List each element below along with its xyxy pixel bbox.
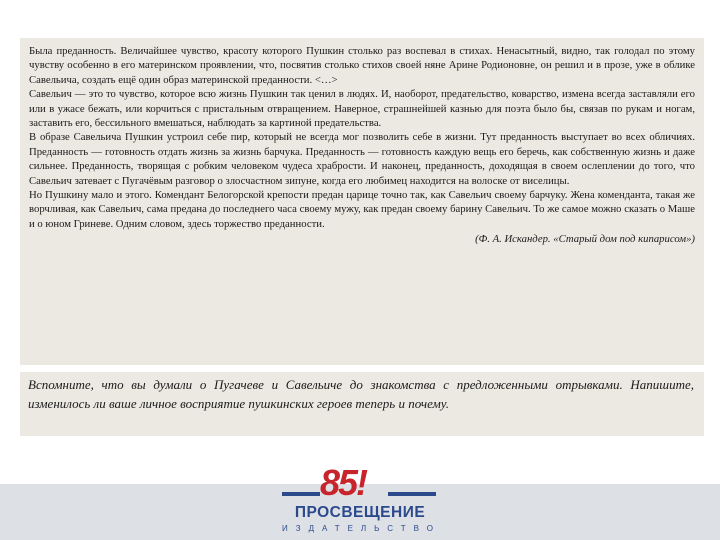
quote-paragraph-1: Была преданность. Величайшее чувство, красоту которого Пушкин столько раз воспевал в стихах. Ненасытный, видно, так голодал по этому чувству особенно в его материнском проявлении, что, посвятив столько стихов своей няне Арине Родионовне, он решил и в прозе, уже в облике Савельича, создать ещё один образ материнской преданности. <…> <box>29 45 695 86</box>
quote-paragraph-4: Но Пушкину мало и этого. Комендант Белогорской крепости предан царице точно так, как Савельич своему барчуку. Жена коменданта, такая же ворчливая, как Савельич, сама предана до последнего часа своему мужу, как предан своему барину Савельич. То же самое можно сказать о Маше и о юном Гриневе. Одним словом, здесь торжество преданности. <box>29 189 695 230</box>
logo-publisher-name: ПРОСВЕЩЕНИЕ <box>294 504 426 521</box>
publisher-logo <box>280 462 440 540</box>
logo-publisher-subtitle: ИЗДАТЕЛЬСТВО <box>282 524 441 533</box>
quote-panel <box>20 38 704 365</box>
quote-source: (Ф. А. Искандер. «Старый дом под кипарисом») <box>475 233 695 246</box>
task-panel <box>20 372 704 436</box>
logo-anniversary-number: 85! <box>320 462 367 503</box>
logo-line-right <box>388 492 436 496</box>
logo-line-left <box>282 492 320 496</box>
quote-paragraph-3: В образе Савельича Пушкин устроил себе пир, который не всегда мог позволить себе в жизни. Тут преданность выступает во всех обличиях. Преданность — готовность отдать жизнь за жизнь барчука. Преданность — готовность каждую вещь его беречь, как собственную жизнь и даже сильнее. Преданность, творящая с робким человеком чудеса храбрости. И наконец, преданность, доходящая в своем ослеплении до того, что Савельич затевает с Пугачёвым разговор о злосчастном зипуне, когда его любимец находится на волоске от виселицы. <box>29 131 695 187</box>
quote-paragraph-2: Савельич — это то чувство, которое всю жизнь Пушкин так ценил в людях. И, наоборот, предательство, коварство, измена всегда заставляли его или в ужасе бежать, или корчиться с пристальным отвращением. Наверное, страшнейшей казнью для поэта было бы, связав по рукам и ногам, заставить его, бессильного вмешаться, наблюдать за картиной предательства. <box>29 88 695 130</box>
task-text: Вспомните, что вы думали о Пугачеве и Савельиче до знакомства с предложенными отрывками. Напишите, изменилось ли ваше личное восприятие пушкинских героев теперь и почему. <box>28 377 694 411</box>
